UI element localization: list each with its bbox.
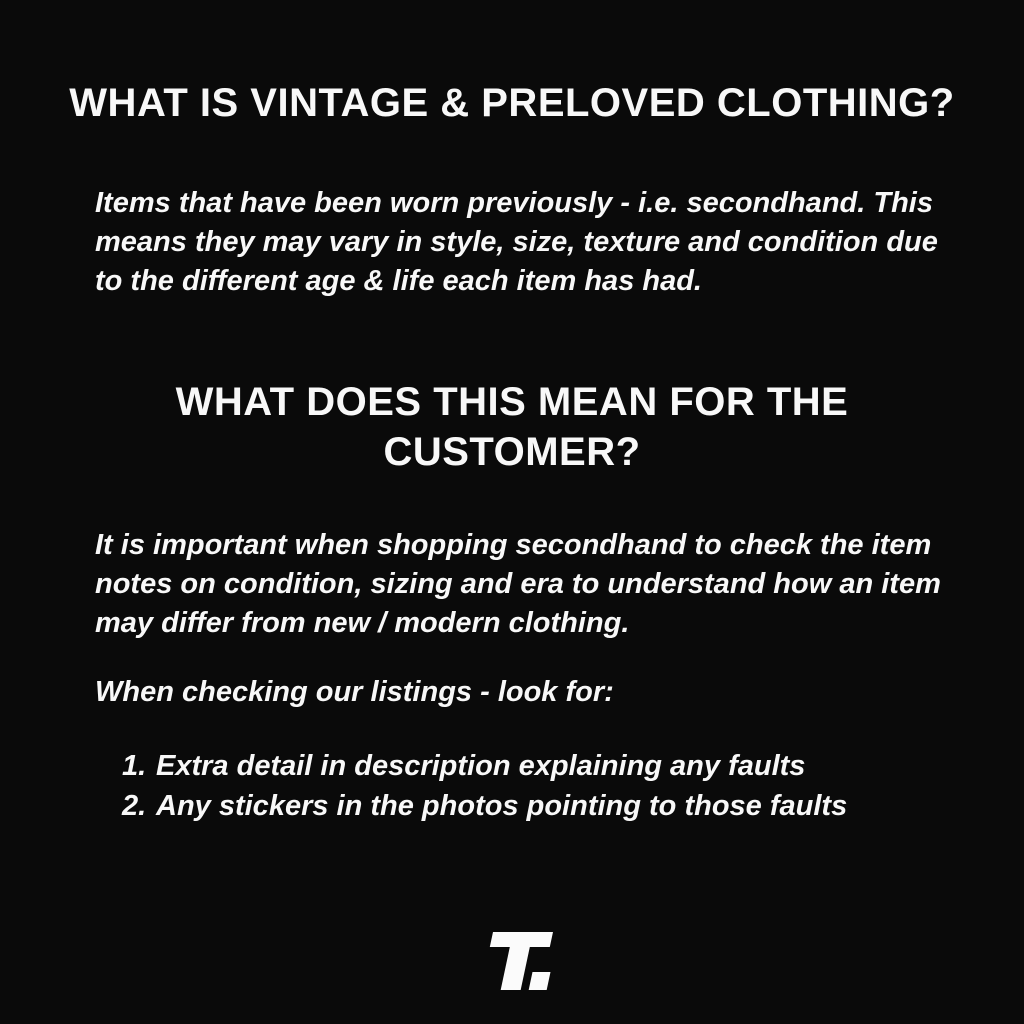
checklist-item-text: Any stickers in the photos pointing to those faults [156,790,848,822]
heading-what-is-vintage: WHAT IS VINTAGE & PRELOVED CLOTHING? [69,81,955,125]
heading-what-does-this-mean [0,377,1024,477]
brand-logo [0,932,1024,992]
checklist-item-number: 2. [122,790,147,822]
paragraph-definition [95,184,938,301]
paragraph-line: Items that have been worn previously - i.e. secondhand. This [95,187,933,219]
checklist-item-text: Extra detail in description explaining any faults [156,750,806,782]
paragraph-line: notes on condition, sizing and era to understand how an item [95,568,941,600]
paragraph-line: to the different age & life each item has had. [95,265,702,297]
paragraph-line: means they may vary in style, size, texture and condition due [95,226,938,258]
paragraph-line: It is important when shopping secondhand to check the item [95,529,932,561]
checklist-item [122,786,847,826]
checklist [122,746,847,826]
checklist-item-number: 1. [122,750,147,782]
heading-line: CUSTOMER? [383,430,641,474]
t-dot-logo-icon [469,932,555,992]
checklist-intro: When checking our listings - look for: [95,676,614,708]
paragraph-customer-advice [95,526,941,643]
heading-line: WHAT DOES THIS MEAN FOR THE [175,380,849,424]
paragraph-line: may differ from new / modern clothing. [95,607,630,639]
checklist-item [122,746,847,786]
